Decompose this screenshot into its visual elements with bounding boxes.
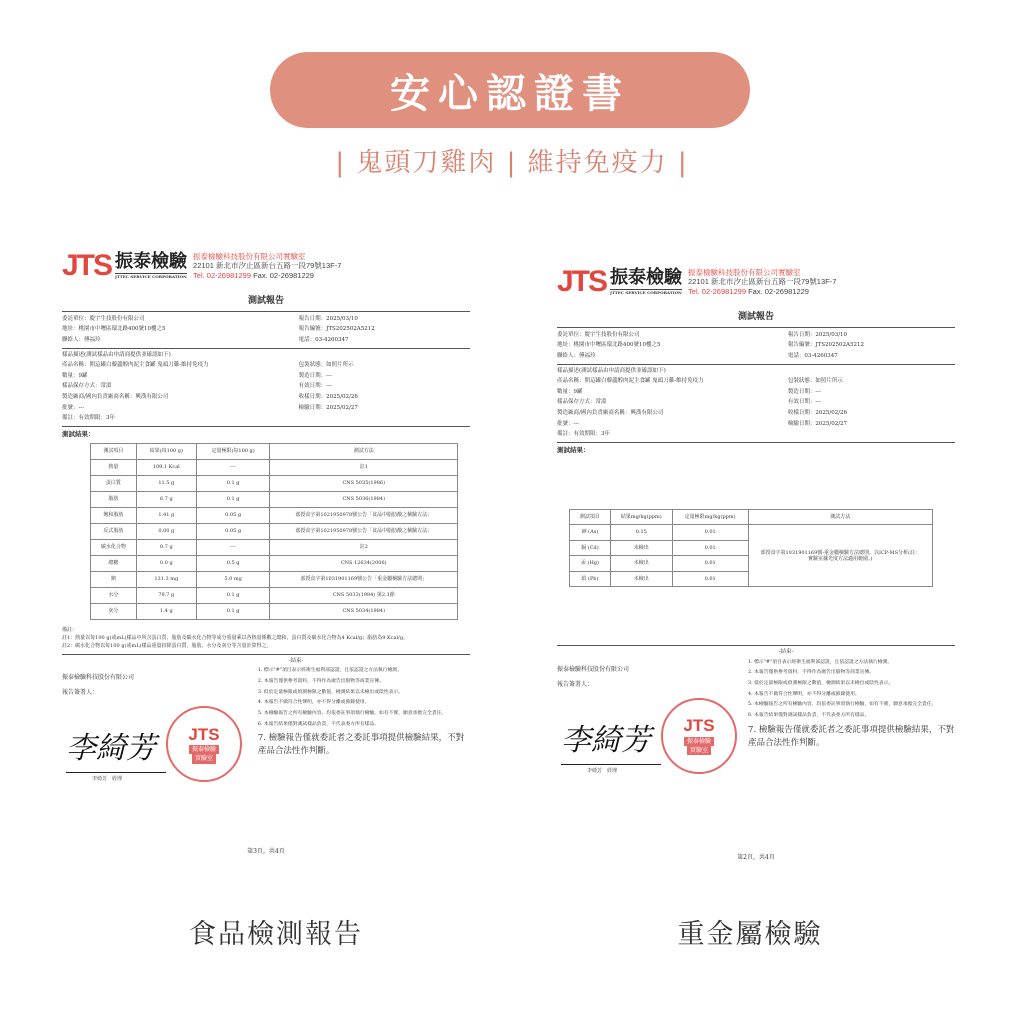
lab-name: 振泰檢驗 <box>610 266 683 288</box>
info-left: 委託單位：慶宇生技股份有限公司 <box>62 315 145 322</box>
stamp-logo: JTS <box>683 716 715 736</box>
table-cell: 11.5 g <box>136 475 196 491</box>
sample-heading: 樣品描述(測試樣品由申請商提供並確認如下) <box>557 367 666 374</box>
table-cell: 熱量 <box>91 459 137 475</box>
food-test-report <box>62 246 470 866</box>
end-note: 1. 標示"#"項目表示經衛生福利部認證，且依認證之方法執行檢測。 <box>748 659 893 665</box>
end-note: 7. 檢驗報告僅就委託者之委託事項提供檢驗結果，不對產品合法性作判斷。 <box>748 724 955 748</box>
info-left: 地址：桃園市中壢區環北路400號10樓之5 <box>62 326 166 333</box>
end-label: -結束- <box>288 657 304 664</box>
table-row <box>91 507 458 523</box>
table-header-row <box>570 509 933 525</box>
sample-heading: 樣品描述(測試樣品由申請商提供並確認如下) <box>62 351 171 358</box>
table-cell: 註2 <box>270 539 458 555</box>
divider <box>62 311 470 312</box>
company-name: 振泰檢驗科技股份有限公司 <box>62 674 135 682</box>
table-cell: 0.05 g <box>196 507 270 523</box>
lab-contact <box>688 287 836 296</box>
table-cell: 部授食字第1031901169號公告「重金屬檢驗方法總則」 <box>270 571 458 587</box>
stamp-line2: 實驗室 <box>687 746 711 755</box>
sample-left: 備註：有效期限：3年 <box>62 415 115 422</box>
sample-left: 批號：--- <box>557 420 580 427</box>
signature: 李綺芳 <box>66 731 156 767</box>
divider <box>557 364 955 365</box>
end-notes <box>748 660 955 790</box>
signer-block <box>62 668 258 798</box>
sample-left: 產品名稱：開這罐白藜蘆醇肉泥主食罐 鬼頭刀雞-維持免疫力 <box>62 362 209 369</box>
table-cell: 反式脂肪 <box>91 523 137 539</box>
table-cell: 鎘 (Cd) <box>570 540 611 556</box>
sample-row <box>557 421 955 428</box>
table-cell: 0.1 g <box>196 603 270 619</box>
table-cell: 未檢出 <box>610 540 672 556</box>
signer-block <box>557 660 748 790</box>
caption-heavy-metal: 重金屬檢驗 <box>677 919 823 950</box>
end-note: 6. 本報告結果僅對測試樣品負責，不代表委方所有樣品。 <box>748 713 870 719</box>
end-section <box>62 668 470 798</box>
end-note: 3. 低於定量極限或偵測極限之數值，檢測結果以未檢出或陰性表示。 <box>748 681 894 687</box>
signer-name: 李綺芳 經理 <box>587 767 618 774</box>
lab-header <box>557 262 955 302</box>
table-cell: 1.41 g <box>136 507 196 523</box>
info-right: 報告編號：JTS202502A5212 <box>787 342 864 349</box>
column-header: 測試項目 <box>570 509 611 525</box>
divider <box>62 348 470 349</box>
table-cell: 脂肪 <box>91 491 137 507</box>
sample-row <box>557 389 955 396</box>
lab-address: 22101 新北市汐止區新台五路一段79號13F-7 <box>193 261 342 271</box>
info-row <box>62 337 470 344</box>
divider <box>557 327 955 328</box>
table-cell: 0.15 <box>610 525 672 541</box>
end-note: 6. 本報告結果僅對測試樣品負責，不代表委方所有樣品。 <box>257 721 380 727</box>
results-label: 測試結果： <box>62 429 95 438</box>
table-cell: 109.1 Kcal <box>136 459 196 475</box>
table-cell: 0.01 <box>672 571 748 587</box>
sample-row <box>62 405 470 412</box>
stamp-line1: 振泰檢驗 <box>684 737 714 746</box>
sample-right: 包裝狀態：如照片所示 <box>298 362 354 369</box>
table-cell: 1.4 g <box>136 603 196 619</box>
info-left: 聯絡人：傅福玲 <box>557 352 596 359</box>
page-title: 安心認證書 <box>270 52 750 128</box>
table-cell: 未檢出 <box>610 571 672 587</box>
sample-left: 製造廠商/國內負責廠商名稱：興漢有限公司 <box>557 409 664 416</box>
column-header: 結果(每100 g) <box>136 443 196 459</box>
end-section <box>557 660 955 790</box>
page-number: 第3頁，共4頁 <box>247 848 285 855</box>
sample-row <box>557 378 955 385</box>
lab-stamp <box>166 706 242 782</box>
heavy-metal-report <box>557 262 955 866</box>
end-note: 1. 標示"#"項目表示經衛生福利部認證，且依認證之方法執行檢測。 <box>257 668 402 674</box>
end-note: 5. 本檢驗報告之所有檢驗內容，均依委託事項執行檢驗，如有不實，願意承擔完全責任。 <box>257 710 447 716</box>
lab-company: 振泰檢驗科技股份有限公司實驗室 <box>688 267 801 277</box>
table-cell: --- <box>196 539 270 555</box>
column-header: 測試方法 <box>748 509 932 525</box>
stamp-logo: JTS <box>188 724 220 744</box>
lab-stamp <box>661 698 737 774</box>
table-row <box>91 539 458 555</box>
signer-label: 報告簽署人： <box>62 689 99 697</box>
divider <box>62 426 470 427</box>
table-cell: 總糖 <box>91 555 137 571</box>
company-name: 振泰檢驗科技股份有限公司 <box>557 665 630 673</box>
lab-header <box>62 246 470 286</box>
lab-tel: Tel. 02-26981299 <box>688 286 746 296</box>
sample-right: 收樣日期：2025/02/26 <box>298 393 358 400</box>
table-row <box>91 571 458 587</box>
table-row <box>91 459 458 475</box>
stamp-line2: 實驗室 <box>192 754 216 763</box>
lab-address-block <box>193 252 341 280</box>
table-cell: 碳水化合物 <box>91 539 137 555</box>
sample-row <box>62 415 470 422</box>
divider <box>62 654 470 655</box>
table-cell: 註1 <box>270 459 458 475</box>
note-line: 註1：熱量以每100 g(或mL)樣品中所含蛋白質、脂肪及碳水化合物等成分重量乘以各熱量係數之總和，蛋白質及碳水化合物為4 Kcal/g；脂肪為9 Kcal/g。 <box>62 634 409 641</box>
table-cell: 131.3 mg <box>136 571 196 587</box>
table-cell: 0.7 g <box>136 539 196 555</box>
results-table <box>569 509 933 588</box>
table-cell: 5.0 mg <box>196 571 270 587</box>
sample-row <box>557 399 955 406</box>
lab-address: 22101 新北市汐止區新台五路一段79號13F-7 <box>688 277 837 287</box>
info-row <box>62 326 470 333</box>
lab-name-en: JTTEC SERVICE CORPORATION <box>610 289 682 295</box>
lab-fax: Fax. 02-26981229 <box>253 270 314 280</box>
report-title: 測試報告 <box>247 296 284 306</box>
caption-food-test: 食品檢測報告 <box>189 919 363 950</box>
sample-row <box>557 431 955 438</box>
divider <box>557 442 955 443</box>
sample-right: 收樣日期：2025/02/26 <box>787 409 848 416</box>
sample-left: 批號：--- <box>62 404 85 411</box>
info-row <box>557 342 955 349</box>
info-left: 地址：桃園市中壢區環北路400號10樓之5 <box>557 342 661 349</box>
end-label: -結束- <box>778 649 794 656</box>
table-row <box>91 603 458 619</box>
table-cell: 部授食字第1021950978號公告「食品中脂肪酸之檢驗方法」 <box>270 523 458 539</box>
table-cell: 汞 (Hg) <box>570 556 611 572</box>
table-cell: 0.05 g <box>196 523 270 539</box>
info-right: 報告日期：2025/03/10 <box>787 331 848 338</box>
divider <box>557 645 955 646</box>
info-row <box>62 316 470 323</box>
info-right: 電話：03-4260347 <box>298 336 349 343</box>
table-row <box>91 523 458 539</box>
note-line: 備註： <box>62 626 78 633</box>
table-header-row <box>91 443 458 459</box>
table-row <box>91 491 458 507</box>
table-cell: 0.01 <box>672 556 748 572</box>
sample-left: 數量：9罐 <box>62 372 88 379</box>
table-row <box>570 525 933 541</box>
table-cell: 0.5 g <box>196 555 270 571</box>
column-header: 測試項目 <box>91 443 137 459</box>
sample-row <box>557 410 955 417</box>
column-header: 結果mg/kg(ppm) <box>610 509 672 525</box>
table-cell: 0.1 g <box>196 587 270 603</box>
table-row <box>91 475 458 491</box>
results-label: 測試結果： <box>557 445 590 454</box>
table-cell: 0.0 g <box>136 555 196 571</box>
end-note: 3. 低於定量極限或偵測極限之數值，檢測結果以未檢出或陰性表示。 <box>257 689 404 695</box>
results-table <box>90 443 458 620</box>
table-cell: 鉛 (Pb) <box>570 571 611 587</box>
sample-left: 樣品保存方式：常溫 <box>557 399 607 406</box>
info-row <box>557 332 955 339</box>
info-right: 電話：03-4260347 <box>787 352 838 359</box>
sample-left: 產品名稱：開這罐白藜蘆醇肉泥主食罐 鬼頭刀雞-維持免疫力 <box>557 378 704 385</box>
lab-brand <box>610 266 683 296</box>
jts-logo: JTS <box>62 249 112 282</box>
column-header: 測試方法 <box>270 443 458 459</box>
lab-tel: Tel. 02-26981299 <box>193 270 251 280</box>
sample-right: 包裝狀態：如照片所示 <box>787 378 843 385</box>
info-left: 聯絡人：傅福玲 <box>62 336 101 343</box>
sample-right: 製造日期：--- <box>787 388 821 395</box>
sample-right: 製造日期：--- <box>298 372 332 379</box>
end-note: 5. 本檢驗報告之所有檢驗內容，均依委託事項執行檢驗，如有不實，願意承擔完全責任。 <box>748 702 937 708</box>
table-cell: 6.7 g <box>136 491 196 507</box>
end-note: 7. 檢驗報告僅就委託者之委託事項提供檢驗結果，不對產品合法性作判斷。 <box>257 733 465 757</box>
page-subtitle: | 鬼頭刀雞肉 | 維持免疫力 | <box>335 148 689 178</box>
table-cell: 79.7 g <box>136 587 196 603</box>
sample-right <box>788 431 955 438</box>
stamp-line1: 振泰檢驗 <box>189 745 219 754</box>
report-title: 測試報告 <box>737 312 774 322</box>
sample-row <box>62 373 470 380</box>
lab-contact <box>193 271 341 280</box>
sample-left: 樣品保存方式：常溫 <box>62 383 112 390</box>
sample-left: 備註：有效期限：3年 <box>557 431 610 438</box>
signer-label: 報告簽署人： <box>557 680 594 688</box>
column-header: 定量極限mg/kg(ppm) <box>672 509 748 525</box>
table-cell: CNS 5035(1986) <box>270 475 458 491</box>
sample-row <box>62 362 470 369</box>
end-note: 4. 本報告不做符合性聲明，亦不得分離或節錄使用。 <box>748 691 860 697</box>
table-cell: CNS 12634(2006) <box>270 555 458 571</box>
sample-right: 檢驗日期：2025/02/27 <box>298 404 358 411</box>
table-row <box>91 555 458 571</box>
table-cell: 部授食字第1021950978號公告「食品中脂肪酸之檢驗方法」 <box>270 507 458 523</box>
table-cell: 0.1 g <box>196 491 270 507</box>
page-number: 第2頁，共4頁 <box>737 854 775 861</box>
note-line: 註2：碳水化合物以每100 g(或mL)樣品重量扣除蛋白質、脂肪、水分及灰分等含量計算得之。 <box>62 642 272 649</box>
table-row <box>91 587 458 603</box>
table-cell: 0.00 g <box>136 523 196 539</box>
end-note: 2. 本報告僅供參考資料，不得作為廣告出版物等商業宣傳。 <box>257 678 384 684</box>
end-note: 4. 本報告不做符合性聲明，亦不得分離或節錄使用。 <box>257 700 370 706</box>
signer-name: 李綺芳 經理 <box>92 776 123 783</box>
sample-right: 有效日期：--- <box>298 383 332 390</box>
table-cell: 0.1 g <box>196 475 270 491</box>
table-cell: 蛋白質 <box>91 475 137 491</box>
notes <box>62 626 470 650</box>
sample-left: 製造廠商/國內負責廠商名稱：興漢有限公司 <box>62 393 169 400</box>
lab-company: 振泰檢驗科技股份有限公司實驗室 <box>193 251 306 261</box>
sample-left: 數量：9罐 <box>557 388 583 395</box>
sample-right: 有效日期：--- <box>787 399 821 406</box>
lab-address-block <box>688 268 836 296</box>
signature: 李綺芳 <box>561 722 651 758</box>
lab-name-en: JTTEC SERVICE CORPORATION <box>115 273 187 279</box>
table-cell: 水分 <box>91 587 137 603</box>
lab-fax: Fax. 02-26981229 <box>748 286 809 296</box>
end-note: 2. 本報告僅供參考資料，不得作為廣告出版物等商業宣傳。 <box>748 670 875 676</box>
column-header: 定量極限(每100 g) <box>196 443 270 459</box>
info-left: 委託單位：慶宇生技股份有限公司 <box>557 331 640 338</box>
signature-line <box>561 764 661 765</box>
table-cell: CNS 5034(1984) <box>270 603 458 619</box>
info-right: 報告日期：2025/03/10 <box>298 315 358 322</box>
table-cell: 飽和脂肪 <box>91 507 137 523</box>
lab-name: 振泰檢驗 <box>115 250 188 272</box>
method-cell: 部授食字第1031901169號-重金屬檢驗方法總則，以ICP-MS分析(註：實驗室據光度方法適用範圍。) <box>748 525 932 587</box>
table-cell: --- <box>196 459 270 475</box>
table-cell: 0.01 <box>672 525 748 541</box>
sample-row <box>62 383 470 390</box>
sample-right <box>299 415 470 422</box>
table-cell: 鈉 <box>91 571 137 587</box>
table-cell: 灰分 <box>91 603 137 619</box>
sample-row <box>62 394 470 401</box>
info-row <box>557 353 955 360</box>
info-right: 報告編號：JTS202502A5212 <box>298 326 375 333</box>
table-cell: 砷 (As) <box>570 525 611 541</box>
lab-brand <box>115 250 188 280</box>
table-cell: 未檢出 <box>610 556 672 572</box>
end-notes <box>258 668 470 798</box>
table-cell: CNS 5033(1984) 第2.1節 <box>270 587 458 603</box>
sample-right: 檢驗日期：2025/02/27 <box>787 420 848 427</box>
jts-logo: JTS <box>557 265 607 298</box>
table-cell: 0.01 <box>672 540 748 556</box>
signature-line <box>66 772 166 773</box>
table-cell: CNS 5036(1984) <box>270 491 458 507</box>
